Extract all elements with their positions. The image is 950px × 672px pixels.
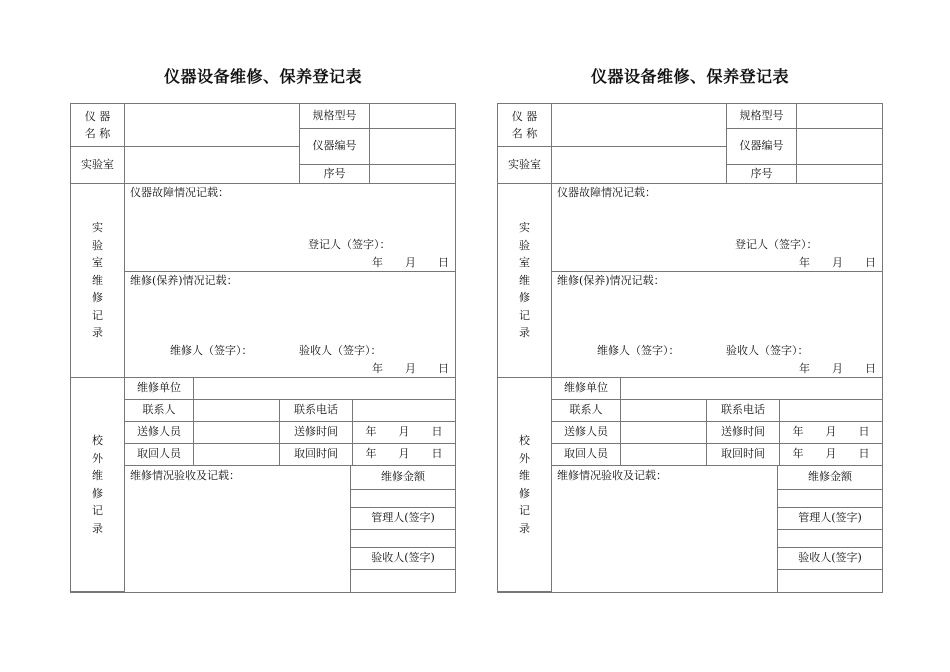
registrant-sign: 登记人（签字）：	[735, 238, 818, 251]
contact-phone-field[interactable]	[780, 400, 882, 422]
return-time-label: 取回时间	[707, 444, 780, 466]
acceptor-sign: 验收人（签字）：	[726, 344, 809, 357]
return-time-field[interactable]: 年 月 日	[780, 444, 882, 466]
contact-phone-field[interactable]	[353, 400, 455, 422]
repair-date: 年 月 日	[372, 362, 449, 375]
contact-person-label: 联系人	[125, 400, 194, 422]
send-time-field[interactable]: 年 月 日	[353, 422, 455, 444]
acceptor-sign: 验收人（签字）：	[299, 344, 382, 357]
instrument-no-field[interactable]	[370, 129, 455, 165]
repair-amount-label: 维修金额	[351, 466, 455, 490]
repair-form-right	[497, 62, 883, 593]
contact-phone-label: 联系电话	[280, 400, 353, 422]
model-field[interactable]	[370, 104, 455, 129]
manager-sign-label: 管理人(签字)	[351, 508, 455, 530]
instrument-name-label: 仪 器 名 称	[498, 104, 552, 147]
repair-record-area[interactable]	[552, 272, 882, 378]
repair-record-area[interactable]	[125, 272, 455, 378]
instrument-no-label: 仪器编号	[300, 129, 370, 165]
retriever-field[interactable]	[621, 444, 707, 466]
model-label: 规格型号	[727, 104, 797, 129]
contact-phone-label: 联系电话	[707, 400, 780, 422]
repair-unit-field[interactable]	[194, 378, 455, 400]
instrument-no-label: 仪器编号	[727, 129, 797, 165]
form-grid	[70, 103, 456, 593]
model-label: 规格型号	[300, 104, 370, 129]
repair-form-left	[70, 62, 456, 593]
send-time-label: 送修时间	[280, 422, 353, 444]
sender-field[interactable]	[621, 422, 707, 444]
manager-sign-field[interactable]	[351, 530, 455, 548]
fault-record-label: 仪器故障情况记载：	[130, 186, 229, 199]
acceptor-sign-label: 验收人(签字)	[778, 548, 882, 570]
instrument-name-field[interactable]	[552, 104, 727, 147]
instrument-name-field[interactable]	[125, 104, 300, 147]
repairer-sign: 维修人（签字）：	[597, 344, 680, 357]
lab-field[interactable]	[125, 147, 300, 184]
fault-record-area[interactable]	[552, 184, 882, 272]
acceptor-sign-field[interactable]	[778, 570, 882, 592]
repair-record-label: 维修(保养)情况记载：	[130, 274, 238, 287]
retriever-label: 取回人员	[552, 444, 621, 466]
repair-amount-label: 维修金额	[778, 466, 882, 490]
retriever-field[interactable]	[194, 444, 280, 466]
sender-field[interactable]	[194, 422, 280, 444]
fault-record-area[interactable]	[125, 184, 455, 272]
seq-label: 序号	[727, 165, 797, 184]
return-time-label: 取回时间	[280, 444, 353, 466]
registrant-sign: 登记人（签字）：	[308, 238, 391, 251]
form-grid	[497, 103, 883, 593]
seq-field[interactable]	[370, 165, 455, 184]
instrument-name-label: 仪 器 名 称	[71, 104, 125, 147]
lab-field[interactable]	[552, 147, 727, 184]
repair-unit-label: 维修单位	[552, 378, 621, 400]
manager-sign-field[interactable]	[778, 530, 882, 548]
repair-unit-field[interactable]	[621, 378, 882, 400]
acceptance-record-label: 维修情况验收及记载：	[130, 469, 240, 482]
seq-label: 序号	[300, 165, 370, 184]
lab-label: 实验室	[498, 147, 552, 184]
manager-sign-label: 管理人(签字)	[778, 508, 882, 530]
send-time-field[interactable]: 年 月 日	[780, 422, 882, 444]
repair-date: 年 月 日	[799, 362, 876, 375]
acceptor-sign-label: 验收人(签字)	[351, 548, 455, 570]
send-time-label: 送修时间	[707, 422, 780, 444]
repair-amount-field[interactable]	[351, 490, 455, 508]
fault-date: 年 月 日	[372, 256, 449, 269]
seq-field[interactable]	[797, 165, 882, 184]
repair-record-label: 维修(保养)情况记载：	[557, 274, 665, 287]
internal-repair-label: 实 验 室 维 修 记 录	[71, 184, 125, 378]
repair-amount-field[interactable]	[778, 490, 882, 508]
instrument-no-field[interactable]	[797, 129, 882, 165]
return-time-field[interactable]: 年 月 日	[353, 444, 455, 466]
internal-repair-label: 实 验 室 维 修 记 录	[498, 184, 552, 378]
sender-label: 送修人员	[125, 422, 194, 444]
fault-record-label: 仪器故障情况记载：	[557, 186, 656, 199]
external-repair-label: 校 外 维 修 记 录	[498, 378, 552, 592]
lab-label: 实验室	[71, 147, 125, 184]
acceptor-sign-field[interactable]	[351, 570, 455, 592]
retriever-label: 取回人员	[125, 444, 194, 466]
model-field[interactable]	[797, 104, 882, 129]
form-title: 仪器设备维修、保养登记表	[590, 67, 789, 86]
acceptance-record-area[interactable]	[125, 466, 351, 592]
fault-date: 年 月 日	[799, 256, 876, 269]
acceptance-record-area[interactable]	[552, 466, 778, 592]
external-repair-label: 校 外 维 修 记 录	[71, 378, 125, 592]
contact-person-field[interactable]	[194, 400, 280, 422]
contact-person-field[interactable]	[621, 400, 707, 422]
acceptance-record-label: 维修情况验收及记载：	[557, 469, 667, 482]
repairer-sign: 维修人（签字）：	[170, 344, 253, 357]
form-title: 仪器设备维修、保养登记表	[163, 67, 362, 86]
contact-person-label: 联系人	[552, 400, 621, 422]
sender-label: 送修人员	[552, 422, 621, 444]
repair-unit-label: 维修单位	[125, 378, 194, 400]
